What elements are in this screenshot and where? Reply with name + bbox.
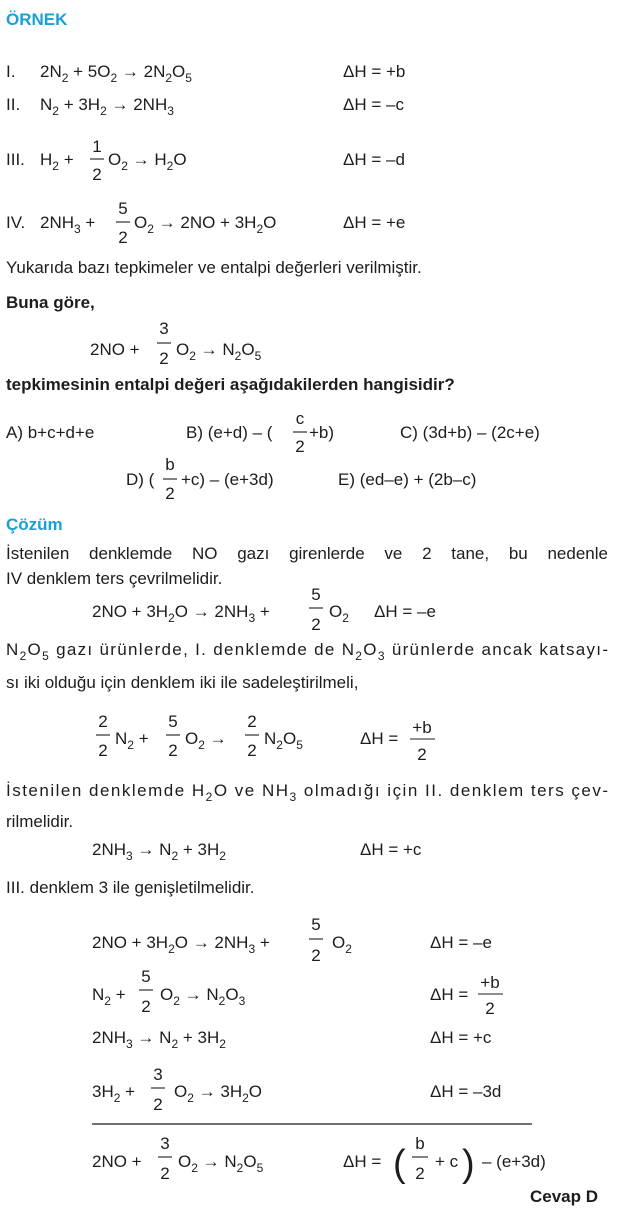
svg-text:3: 3 <box>153 1065 163 1084</box>
reaction-equation-part: $2NH_3$ + <box>40 213 96 236</box>
svg-text:A) b+c+d+e: A) b+c+d+e <box>6 423 95 442</box>
buna-gore-text: Buna göre, <box>6 293 95 312</box>
solution-step2 <box>96 712 435 764</box>
svg-text:1: 1 <box>92 137 102 156</box>
sum-enthalpy: ΔH = +c <box>430 1028 492 1047</box>
svg-text:B) (e+d) – (: B) (e+d) – ( <box>186 423 273 442</box>
svg-text:2: 2 <box>92 165 102 184</box>
svg-text:2NO +: 2NO + <box>90 340 140 359</box>
reaction-equation-part: $H_2$ + <box>40 150 74 173</box>
svg-text:– (e+3d): – (e+3d) <box>482 1152 546 1171</box>
svg-text:+b: +b <box>412 718 432 737</box>
option-d[interactable] <box>126 455 274 503</box>
solution-heading: Çözüm <box>6 515 63 534</box>
svg-text:ΔH =: ΔH = <box>343 1152 382 1171</box>
sum-enthalpy: ΔH = –e <box>430 933 492 952</box>
reaction-label: IV. <box>6 213 26 232</box>
sum-row-4 <box>92 1065 501 1114</box>
svg-text:2: 2 <box>417 745 427 764</box>
sum-row-2 <box>92 967 503 1018</box>
reaction-equation-part: $O_2 \to H_2O$ <box>108 150 187 173</box>
svg-text:2: 2 <box>247 741 257 760</box>
svg-text:N2O5 gazı ürünlerde, I. denkle: $N_2O_5$ gazı ürünlerde, I. denklemde de $N_2O_3$ ürünlerde ancak katsayı- <box>6 640 608 663</box>
fraction <box>90 137 104 184</box>
svg-text:2: 2 <box>311 615 321 634</box>
svg-text:2NO + 3H2O → 2NH3 +: $2NO + 3H_2O \to 2NH_3$ + <box>92 933 270 956</box>
svg-text:2: 2 <box>153 1095 163 1114</box>
svg-text:O2 → N2O3: $O_2 \to N_2O_3$ <box>160 985 246 1008</box>
svg-text:2: 2 <box>168 741 178 760</box>
svg-text:O2 → N2O5: $O_2 \to N_2O_5$ <box>178 1152 264 1175</box>
option-c[interactable] <box>400 423 540 442</box>
target-equation <box>90 319 262 368</box>
solution-para1-line1: İstenilen denklemde NO gazı girenlerde ve 2 tane, bu nedenle <box>6 544 608 563</box>
reaction-iv <box>6 199 405 247</box>
svg-text:b: b <box>415 1134 425 1153</box>
reaction-enthalpy: ΔH = –d <box>343 150 405 169</box>
solution-para3-line2: rilmelidir. <box>6 812 74 831</box>
reaction-ii <box>6 95 404 118</box>
svg-text:2NO + 3H2O → 2NH3 +: $2NO + 3H_2O \to 2NH_3$ + <box>92 602 270 625</box>
svg-text:5: 5 <box>168 712 178 731</box>
reaction-i <box>6 62 405 85</box>
svg-text:+ c: + c <box>435 1152 459 1171</box>
svg-text:(: ( <box>393 1143 406 1185</box>
reaction-enthalpy: ΔH = –c <box>343 95 404 114</box>
svg-text:b: b <box>165 455 175 474</box>
reaction-equation: $2N_2 + 5O_2 \to 2N_2O_5$ <box>40 62 192 85</box>
option-b[interactable] <box>186 409 334 456</box>
example-heading: ÖRNEK <box>6 10 68 29</box>
intro-text: Yukarıda bazı tepkimeler ve entalpi değerleri verilmiştir. <box>6 258 422 277</box>
svg-text:N2 +: $N_2$ + <box>92 985 126 1008</box>
svg-text:C) (3d+b) – (2c+e): C) (3d+b) – (2c+e) <box>400 423 540 442</box>
svg-text:O2 → 3H2O: $O_2 \to 3H_2O$ <box>174 1082 263 1105</box>
sum-enthalpy: ΔH = –3d <box>430 1082 502 1101</box>
solution-step3 <box>92 840 422 863</box>
svg-text:5: 5 <box>118 199 128 218</box>
svg-text:+c) – (e+3d): +c) – (e+3d) <box>181 470 274 489</box>
svg-text:ΔH =: ΔH = <box>430 985 469 1004</box>
svg-text:): ) <box>462 1143 475 1185</box>
fraction <box>116 199 130 247</box>
svg-text:+b: +b <box>480 973 500 992</box>
fraction <box>157 319 171 368</box>
sum-row-1 <box>92 915 492 965</box>
solution-para2-line1 <box>6 640 608 663</box>
svg-text:2: 2 <box>98 712 108 731</box>
svg-text:3H2 +: $3H_2$ + <box>92 1082 136 1105</box>
svg-text:ΔH =: ΔH = <box>360 729 399 748</box>
svg-text:5: 5 <box>141 967 151 986</box>
svg-text:3: 3 <box>159 319 169 338</box>
reaction-iii <box>6 137 405 184</box>
solution-step1 <box>92 585 436 634</box>
solution-para4: III. denklem 3 ile genişletilmelidir. <box>6 878 255 897</box>
reaction-label: II. <box>6 95 21 114</box>
svg-text:O2: $O_2$ <box>329 602 349 625</box>
reaction-enthalpy: ΔH = +b <box>343 62 406 81</box>
sum-row-3 <box>92 1028 492 1051</box>
svg-text:3: 3 <box>160 1134 170 1153</box>
reaction-equation: $N_2 + 3H_2 \to 2NH_3$ <box>40 95 174 118</box>
svg-text:2: 2 <box>160 1164 170 1183</box>
reaction-enthalpy: ΔH = +e <box>343 213 406 232</box>
svg-text:+b): +b) <box>309 423 335 442</box>
svg-text:2: 2 <box>118 228 128 247</box>
step-enthalpy: ΔH = +c <box>360 840 422 859</box>
svg-text:2: 2 <box>159 349 169 368</box>
answer-label: Cevap D <box>530 1187 599 1206</box>
svg-text:D) (: D) ( <box>126 470 155 489</box>
svg-text:O2 →: $O_2$ → <box>185 729 227 752</box>
svg-text:İstenilen denklemde H2O ve NH3: İstenilen denklemde $H_2O$ ve $NH_3$ olmadığı için II. denklem ters çev- <box>6 781 609 804</box>
svg-text:2: 2 <box>141 997 151 1016</box>
question-text: tepkimesinin entalpi değeri aşağıdakilerden hangisidir? <box>6 375 455 394</box>
svg-text:5: 5 <box>311 585 321 604</box>
svg-text:2: 2 <box>485 999 495 1018</box>
svg-text:5: 5 <box>311 915 321 934</box>
svg-text:2: 2 <box>98 741 108 760</box>
option-a[interactable] <box>6 423 94 442</box>
solution-para3-line1 <box>6 781 608 804</box>
reaction-equation-part: $O_2 \to 2NO + 3H_2O$ <box>134 213 277 236</box>
svg-text:O2: $O_2$ <box>332 933 352 956</box>
svg-text:2: 2 <box>311 946 321 965</box>
svg-text:2NH3 → N2 + 3H2: $2NH_3 \to N_2 + 3H_2$ <box>92 840 226 863</box>
step-enthalpy: ΔH = –e <box>374 602 436 621</box>
reaction-label: III. <box>6 150 25 169</box>
svg-text:2NO +: 2NO + <box>92 1152 142 1171</box>
svg-text:2: 2 <box>247 712 257 731</box>
reaction-label: I. <box>6 62 16 81</box>
svg-text:N2 +: $N_2$ + <box>115 729 149 752</box>
svg-text:O2 → N2O5: $O_2 \to N_2O_5$ <box>176 340 262 363</box>
result-row <box>92 1134 546 1185</box>
svg-text:2NH3 → N2 + 3H2: $2NH_3 \to N_2 + 3H_2$ <box>92 1028 226 1051</box>
svg-text:2: 2 <box>295 437 305 456</box>
svg-text:c: c <box>295 409 305 428</box>
svg-text:E) (ed–e) + (2b–c): E) (ed–e) + (2b–c) <box>338 470 477 489</box>
svg-text:N2O5: $N_2O_5$ <box>264 729 303 752</box>
svg-text:2: 2 <box>415 1164 425 1183</box>
solution-para2-line2: sı iki olduğu için denklem iki ile sadeleştirilmeli, <box>6 673 359 692</box>
solution-para1-line2: IV denklem ters çevrilmelidir. <box>6 569 223 588</box>
svg-text:2: 2 <box>165 484 175 503</box>
option-e[interactable] <box>338 470 476 489</box>
